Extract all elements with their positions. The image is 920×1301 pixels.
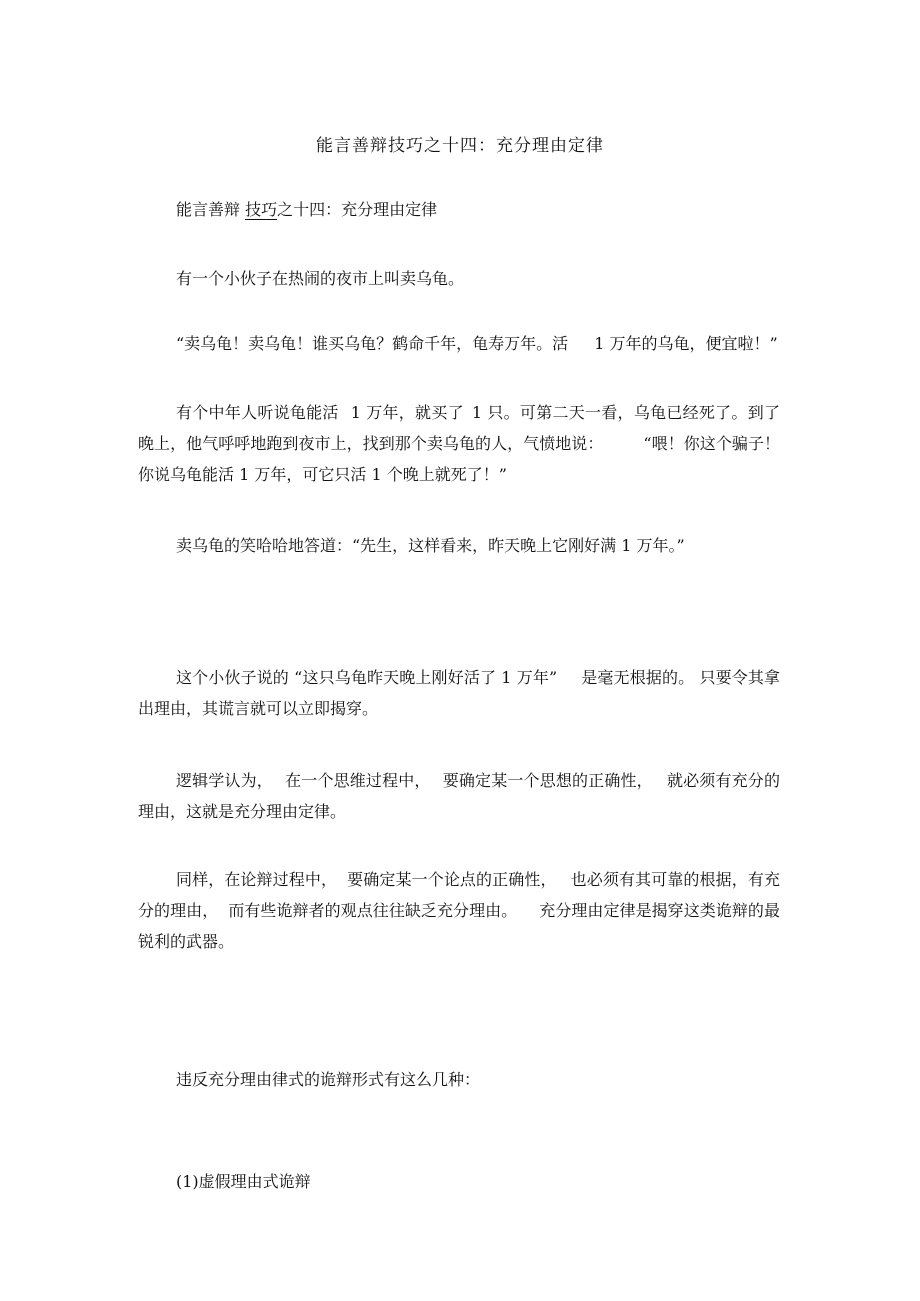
paragraph-6-part-c: 要确定某一个思想的正确性， bbox=[442, 771, 653, 790]
paragraph-3-part-c: 1 只。可第二天一看，乌龟已经死了。到了晚上，他气呼呼地跑到夜市上，找到那个卖乌龟的人，气愤地说： bbox=[138, 403, 780, 453]
paragraph-8: 违反充分理由律式的诡辩形式有这么几种： bbox=[176, 1070, 481, 1089]
paragraph-2-part-b: 1 万年的乌龟，便宜啦！” bbox=[594, 334, 778, 353]
subtitle-pre: 能言善辩 bbox=[176, 200, 246, 219]
paragraph-7-part-e: 充分理由定律是揭穿这类诡辩的最锐利的武器。 bbox=[138, 901, 780, 951]
paragraph-9: (1)虚假理由式诡辩 bbox=[176, 1172, 311, 1191]
paragraph-2-part-a: “卖乌龟！卖乌龟！谁买乌龟？鹤命千年，龟寿万年。活 bbox=[176, 334, 569, 353]
paragraph-7-part-b: 要确定某一个论点的正确性， bbox=[347, 870, 557, 889]
subtitle-post: 之十四：充分理由定律 bbox=[277, 200, 438, 219]
paragraph-7-part-a: 同样，在论辩过程中， bbox=[176, 870, 338, 889]
paragraph-4: 卖乌龟的笑哈哈地答道：“先生，这样看来，昨天晚上它刚好满 1 万年。” bbox=[176, 536, 685, 555]
paragraph-6-part-b: 在一个思维过程中， bbox=[284, 771, 431, 790]
document-title: 能言善辩技巧之十四：充分理由定律 bbox=[316, 136, 604, 156]
paragraph-5 bbox=[138, 662, 780, 724]
subtitle-line bbox=[138, 194, 780, 225]
paragraph-3-part-d: “喂！你这个骗子！你说乌龟能活 1 万年，可它只活 1 个晚上就死了！” bbox=[138, 434, 780, 484]
paragraph-6-part-a: 逻辑学认为， bbox=[176, 771, 273, 790]
subtitle-underlined-word: 技巧 bbox=[245, 200, 278, 219]
paragraph-5-part-b: 是毫无根据的。 只要令其拿出理由，其谎言就可以立即揭穿。 bbox=[138, 668, 780, 718]
paragraph-6 bbox=[138, 765, 780, 827]
paragraph-6-part-d: 就必须有充分的理由，这就是充分理由定律。 bbox=[138, 771, 780, 821]
paragraph-2 bbox=[138, 328, 780, 359]
paragraph-7 bbox=[138, 864, 780, 957]
paragraph-7-part-d: 而有些诡辩者的观点往往缺乏充分理由。 bbox=[228, 901, 518, 920]
paragraph-1: 有一个小伙子在热闹的夜市上叫卖乌龟。 bbox=[176, 269, 465, 288]
paragraph-7-part-c: 也必须有其可靠的根据，有充分的理由， bbox=[138, 870, 780, 920]
paragraph-3-part-a: 有个中年人听说龟能活 bbox=[176, 403, 339, 422]
paragraph-5-part-a: 这个小伙子说的 “这只乌龟昨天晚上刚好活了 1 万年” bbox=[176, 668, 558, 687]
paragraph-3 bbox=[138, 397, 780, 490]
paragraph-3-part-b: 1 万年，就买了 bbox=[350, 403, 464, 422]
